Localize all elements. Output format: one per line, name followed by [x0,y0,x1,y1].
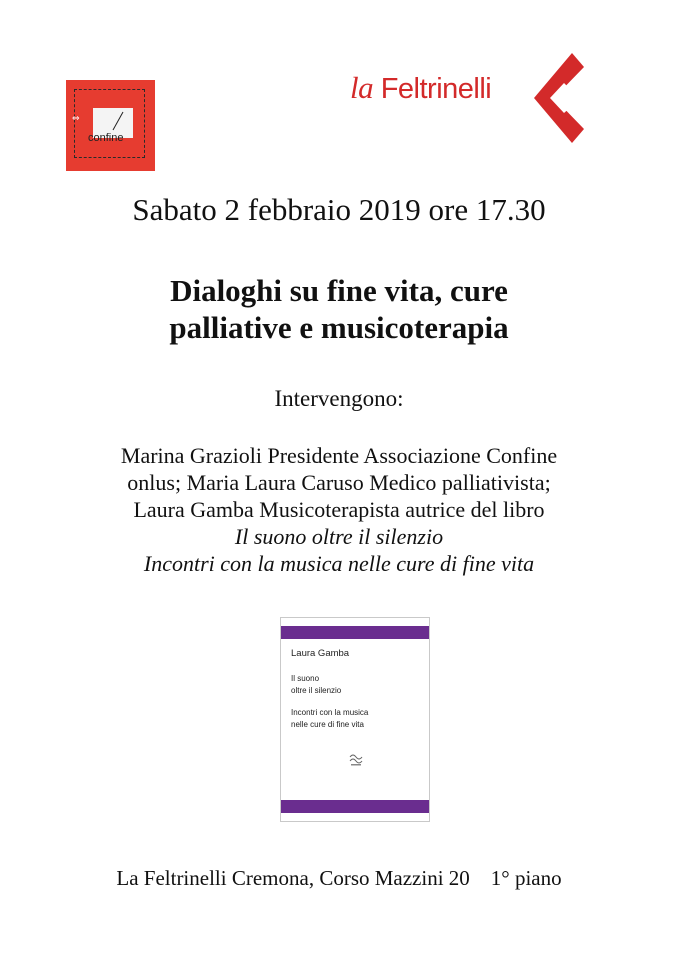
venue-address: La Feltrinelli Cremona, Corso Mazzini 20 [116,866,470,890]
confine-logo [66,80,155,171]
book-cover-image [280,617,430,822]
feltrinelli-logo-name: Feltrinelli [380,73,492,105]
speakers-line: Laura Gamba Musicoterapista autrice del libro [133,497,545,522]
feltrinelli-logo-text [350,70,491,106]
book-cover-title-line: Il suono [291,674,320,683]
event-title-line: palliative e musicoterapia [169,310,509,345]
event-date: Sabato 2 febbraio 2019 ore 17.30 [132,192,546,227]
book-cover-author: Laura Gamba [291,648,350,659]
speakers-list [0,442,678,577]
feltrinelli-mark-icon [534,53,584,143]
book-cover-title-line: oltre il silenzio [291,686,342,695]
book-cover-subtitle-line: nelle cure di fine vita [291,720,364,729]
event-title [0,272,678,346]
book-title: Il suono oltre il silenzio [234,524,444,549]
speakers-line: onlus; Maria Laura Caruso Medico palliativista; [127,470,551,495]
book-cover-band-bottom [281,800,429,813]
confine-logo-frame [74,89,145,158]
book-cover-band-top [281,626,429,639]
confine-logo-text: confine [88,132,124,144]
speakers-line: Marina Grazioli Presidente Associazione Confine [120,443,558,468]
confine-arrow-icon: ⇔ [72,114,80,124]
feltrinelli-logo-prefix: la [350,70,374,105]
book-subtitle: Incontri con la musica nelle cure di fine vita [143,551,535,576]
event-title-line: Dialoghi su fine vita, cure [170,273,508,308]
speakers-heading: Intervengono: [274,386,404,411]
event-venue [0,866,678,891]
publisher-logo-icon [348,751,364,767]
book-cover-subtitle-line: Incontri con la musica [291,708,369,717]
venue-floor: 1° piano [490,866,562,890]
